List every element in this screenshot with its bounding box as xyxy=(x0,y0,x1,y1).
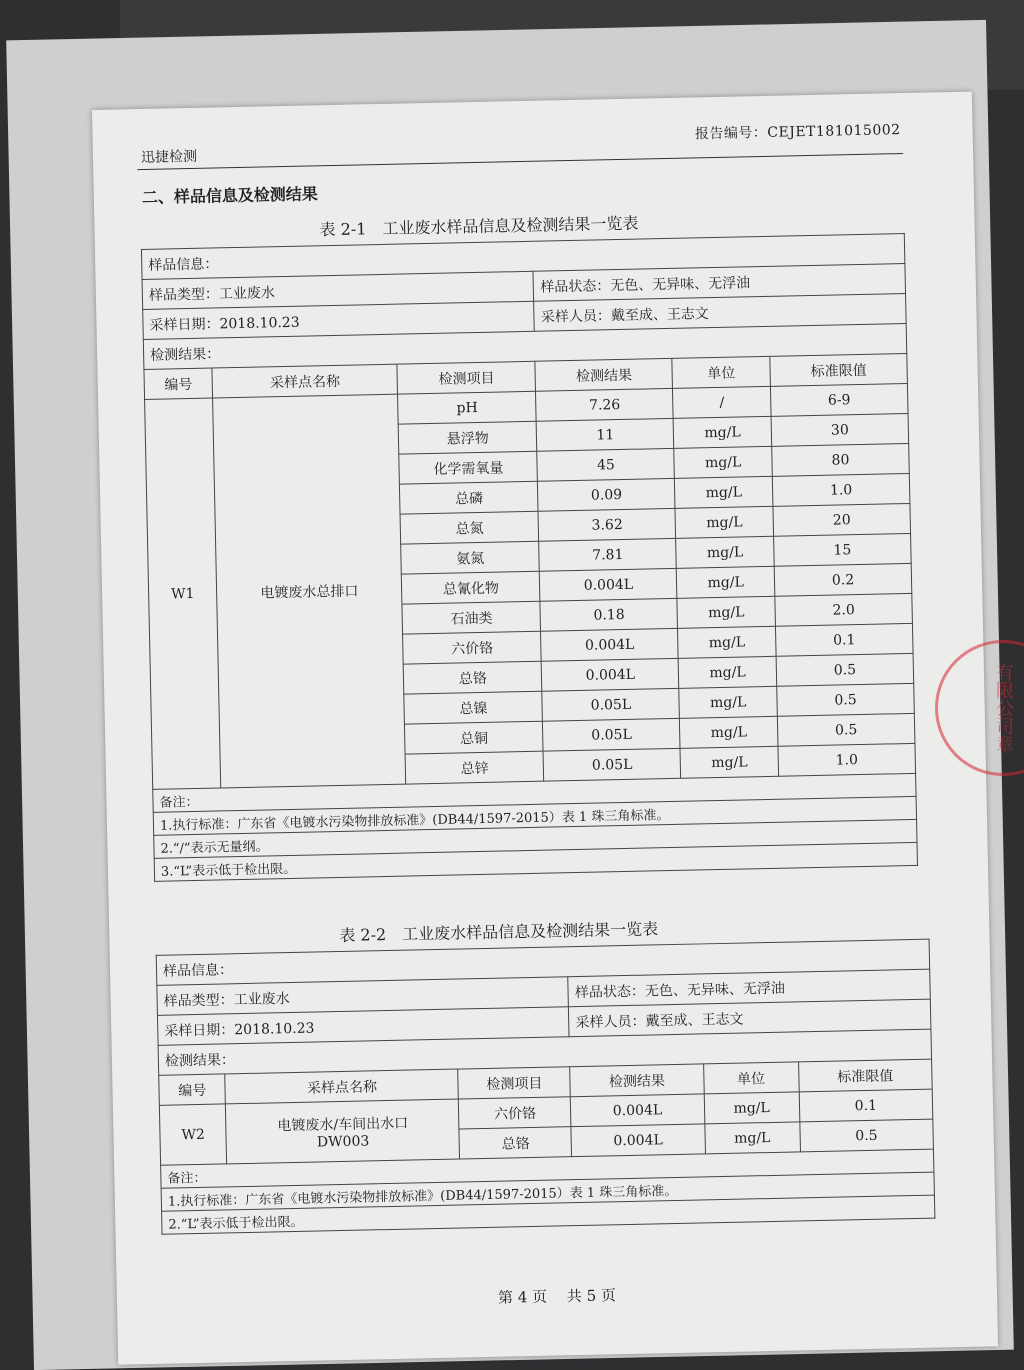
test-result: 0.004L xyxy=(541,628,678,661)
column-header: 检测结果 xyxy=(570,1064,704,1097)
column-header: 编号 xyxy=(159,1074,226,1105)
unit: mg/L xyxy=(678,626,776,658)
test-result: 3.62 xyxy=(538,508,675,541)
unit: mg/L xyxy=(675,476,773,508)
sample-state: 样品状态：无色、无异味、无浮油 xyxy=(533,264,905,302)
standard-limit: 6-9 xyxy=(770,383,908,416)
header-divider xyxy=(137,153,903,170)
sampler: 采样人员：戴至成、王志文 xyxy=(569,999,931,1037)
results-label: 检测结果： xyxy=(143,323,906,369)
standard-limit: 1.0 xyxy=(778,743,916,776)
test-item: 总磷 xyxy=(400,481,539,514)
test-result: 7.26 xyxy=(536,388,673,421)
unit: mg/L xyxy=(677,566,775,598)
note-line: 3.“L”表示低于检出限。 xyxy=(154,842,917,881)
standard-limit: 30 xyxy=(771,413,909,446)
column-header: 采样点名称 xyxy=(212,364,397,398)
test-result: 0.004L xyxy=(571,1094,705,1127)
test-result: 0.004L xyxy=(571,1124,705,1157)
table2-caption: 表 2-2 工业废水样品信息及检测结果一览表 xyxy=(339,919,659,945)
test-result: 0.09 xyxy=(538,478,675,511)
company-seal-stamp: 有限公司章 xyxy=(935,640,1024,776)
sample-date: 采样日期：2018.10.23 xyxy=(157,1007,569,1046)
unit: mg/L xyxy=(676,536,774,568)
sampling-site-code: DW003 xyxy=(316,1132,370,1151)
test-item: 化学需氧量 xyxy=(399,451,538,484)
sample-state: 样品状态：无色、无异味、无浮油 xyxy=(568,969,930,1007)
standard-limit: 0.5 xyxy=(777,683,915,716)
sample-id: W1 xyxy=(145,398,221,789)
test-result: 7.81 xyxy=(539,538,676,571)
test-item: 石油类 xyxy=(402,601,541,634)
header-report-number: 报告编号：CEJET181015002 xyxy=(694,122,901,143)
page-footer: 第 4 页 共 5 页 xyxy=(497,1286,617,1307)
test-result: 0.05L xyxy=(542,688,679,721)
unit: / xyxy=(673,386,771,418)
unit: mg/L xyxy=(673,416,771,448)
standard-limit: 0.2 xyxy=(774,563,912,596)
test-item: 总锌 xyxy=(405,751,544,784)
test-item: 总铬 xyxy=(403,661,542,694)
test-result: 0.05L xyxy=(543,748,680,781)
sample-id: W2 xyxy=(159,1104,227,1165)
unit: mg/L xyxy=(704,1122,800,1154)
test-item: 氨氮 xyxy=(401,541,540,574)
test-result: 0.05L xyxy=(543,718,680,751)
unit: mg/L xyxy=(677,596,775,628)
standard-limit: 20 xyxy=(773,503,911,536)
test-result: 0.004L xyxy=(540,568,677,601)
sample-type: 样品类型：工业废水 xyxy=(157,977,569,1016)
sampling-site-line: 电镀废水/车间出水口 xyxy=(277,1115,409,1134)
test-item: 总铜 xyxy=(405,721,544,754)
standard-limit: 0.5 xyxy=(799,1119,933,1152)
column-header: 标准限值 xyxy=(798,1059,932,1092)
unit: mg/L xyxy=(704,1092,800,1124)
column-header: 单位 xyxy=(703,1062,799,1094)
table1-caption: 表 2-1 工业废水样品信息及检测结果一览表 xyxy=(319,213,639,240)
report-page xyxy=(92,92,998,1365)
column-header: 采样点名称 xyxy=(225,1069,459,1104)
standard-limit: 0.5 xyxy=(776,653,914,686)
test-result: 0.004L xyxy=(542,658,679,691)
test-item: 总铬 xyxy=(459,1127,571,1159)
table2 xyxy=(156,939,936,1235)
notes-label: 备注： xyxy=(153,773,916,812)
standard-limit: 2.0 xyxy=(775,593,913,626)
sampling-site: 电镀废水总排口 xyxy=(213,394,406,788)
test-item: 悬浮物 xyxy=(398,421,537,454)
sample-info-label: 样品信息： xyxy=(156,939,929,985)
standard-limit: 0.1 xyxy=(799,1089,933,1122)
standard-limit: 1.0 xyxy=(772,473,910,506)
test-result: 45 xyxy=(537,448,674,481)
unit: mg/L xyxy=(680,716,778,748)
test-item: 总氮 xyxy=(400,511,539,544)
column-header: 检测结果 xyxy=(535,358,672,391)
unit: mg/L xyxy=(678,656,776,688)
standard-limit: 80 xyxy=(772,443,910,476)
column-header: 标准限值 xyxy=(770,353,908,386)
column-header: 检测项目 xyxy=(397,361,536,394)
sample-info-label: 样品信息： xyxy=(141,234,904,280)
notes-label: 备注： xyxy=(161,1149,934,1188)
test-item: pH xyxy=(398,391,537,424)
unit: mg/L xyxy=(679,686,777,718)
sampling-site xyxy=(226,1099,460,1164)
table1 xyxy=(141,233,918,882)
test-item: 六价铬 xyxy=(403,631,542,664)
sample-type: 样品类型：工业废水 xyxy=(142,271,534,309)
unit: mg/L xyxy=(675,506,773,538)
sample-date: 采样日期：2018.10.23 xyxy=(143,301,535,339)
standard-limit: 0.5 xyxy=(777,713,915,746)
note-line: 2.“/”表示无量纲。 xyxy=(154,819,917,858)
column-header: 单位 xyxy=(672,356,770,388)
standard-limit: 15 xyxy=(774,533,912,566)
note-line: 1.执行标准：广东省《电镀水污染物排放标准》(DB44/1597-2015）表 1 珠三角标准。 xyxy=(161,1172,934,1211)
test-item: 六价铬 xyxy=(459,1097,571,1129)
sampler: 采样人员：戴至成、王志文 xyxy=(534,294,906,332)
results-label: 检测结果： xyxy=(158,1029,931,1075)
test-result: 0.18 xyxy=(540,598,677,631)
note-line: 1.执行标准：广东省《电镀水污染物排放标准》(DB44/1597-2015）表 1 珠三角标准。 xyxy=(153,796,916,835)
section-title: 二、样品信息及检测结果 xyxy=(141,184,319,207)
test-result: 11 xyxy=(537,418,674,451)
column-header: 编号 xyxy=(144,368,213,399)
unit: mg/L xyxy=(680,746,778,778)
test-item: 总氰化物 xyxy=(401,571,540,604)
test-item: 总镍 xyxy=(404,691,543,724)
column-header: 检测项目 xyxy=(458,1067,570,1099)
note-line: 2.“L”表示低于检出限。 xyxy=(162,1195,935,1234)
standard-limit: 0.1 xyxy=(775,623,913,656)
header-org: 迅捷检测 xyxy=(140,148,198,166)
unit: mg/L xyxy=(674,446,772,478)
